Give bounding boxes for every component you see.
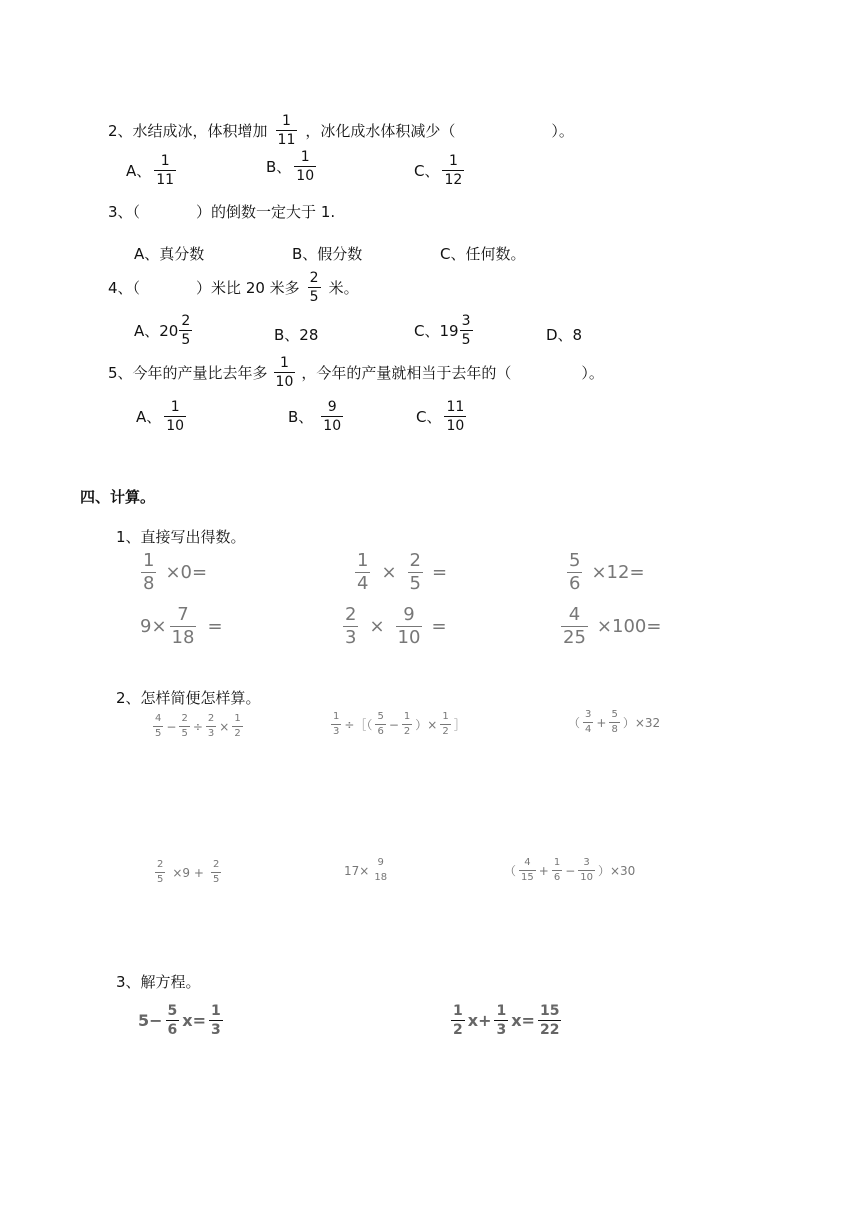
question-5-text-2: ，今年的产量就相当于去年的（ [301, 364, 512, 382]
question-5-line [108, 356, 604, 389]
option-label: A、 [126, 162, 152, 180]
option-label: C、 [414, 162, 440, 180]
q3-option-a[interactable]: A、真分数 [134, 245, 205, 263]
q4-option-c[interactable] [414, 314, 476, 347]
option-label: A、 [134, 322, 160, 340]
q5-option-b[interactable] [288, 400, 346, 433]
question-2-line [108, 114, 574, 147]
fraction: $\frac{9}{10}$ [323, 399, 342, 434]
q4-option-d[interactable]: D、8 [546, 326, 583, 344]
option-label: C、 [414, 322, 440, 340]
direct-calc-6: $\frac{4}{25}$ ×100= [563, 604, 662, 648]
fraction: $\frac{1}{10}$ [296, 149, 315, 184]
subsection-2-title: 2、怎样简便怎样算。 [116, 689, 261, 707]
direct-calc-3: $\frac{5}{6}$ ×12= [569, 550, 645, 594]
close-paren: ）。 [581, 364, 604, 382]
section-title: 四、计算。 [80, 488, 156, 506]
direct-calc-2: $\frac{1}{4}$ × $\frac{2}{5}$ = [357, 550, 448, 594]
fraction: $\frac{3}{5}$ [461, 313, 471, 348]
equation-1: 5− $\frac{5}{6}$ x= $\frac{1}{3}$ [138, 1003, 221, 1038]
fraction: $\frac{2}{5}$ [181, 313, 191, 348]
equation-2: $\frac{1}{2}$ x+ $\frac{1}{3}$ x= $\frac{15}{22}$ [453, 1003, 560, 1038]
fraction: $\frac{2}{5}$ [309, 270, 319, 305]
simplify-expr-3: （ $\frac{3}{4}$ + $\frac{5}{8}$ ）×32 [568, 709, 661, 735]
direct-calc-5: $\frac{2}{3}$ × $\frac{9}{10}$ = [345, 604, 447, 648]
option-label: C、 [416, 408, 442, 426]
question-3-text: 3、（ [108, 203, 141, 221]
question-4-line [108, 271, 359, 304]
fraction: $\frac{1}{10}$ [275, 355, 294, 390]
option-label: A、 [136, 408, 162, 426]
q4-option-a[interactable] [134, 314, 195, 347]
option-label: B、 [288, 408, 314, 426]
whole-number: 20 [159, 321, 179, 340]
q5-option-a[interactable] [136, 400, 189, 433]
direct-calc-4: 9× $\frac{7}{18}$ = [140, 604, 223, 648]
fraction: $\frac{1}{11}$ [277, 113, 296, 148]
question-2-text-2: ，冰化成水体积减少（ [305, 122, 456, 140]
whole-number: 19 [439, 321, 459, 340]
close-paren: ）。 [551, 122, 574, 140]
question-3-text-2: ）的倒数一定大于 1. [196, 203, 336, 221]
simplify-expr-4: $\frac{2}{5}$ ×9 + $\frac{2}{5}$ [157, 859, 220, 885]
question-5-text: 5、今年的产量比去年多 [108, 364, 268, 382]
question-2-text: 2、水结成冰，体积增加 [108, 122, 268, 140]
fraction: $\frac{1}{11}$ [156, 153, 175, 188]
simplify-expr-6: （ $\frac{4}{15}$ + $\frac{1}{6}$ − $\frac{3}{10}$ ）×30 [504, 857, 636, 883]
q3-option-c[interactable]: C、任何数。 [440, 245, 526, 263]
simplify-expr-1: $\frac{4}{5}$ − $\frac{2}{5}$ ÷ $\frac{2}{3}$ × $\frac{1}{2}$ [155, 713, 241, 739]
simplify-expr-5: 17× 9 18 [344, 857, 388, 883]
q4-option-b[interactable]: B、28 [274, 326, 319, 344]
option-label: B、 [266, 158, 292, 176]
q2-option-c[interactable] [414, 154, 467, 187]
q2-option-a[interactable] [126, 154, 179, 187]
question-3-line [108, 201, 335, 222]
q3-option-b[interactable]: B、假分数 [292, 245, 363, 263]
subsection-1-title: 1、直接写出得数。 [116, 528, 246, 546]
fraction: $\frac{1}{10}$ [166, 399, 185, 434]
question-4-text-2: ）米比 20 米多 [196, 279, 300, 297]
simplify-expr-2: $\frac{1}{3}$ ÷［（ $\frac{5}{6}$ − $\frac{1}{2}$ ）× $\frac{1}{2}$ ］ [333, 711, 466, 737]
question-4-text: 4、（ [108, 279, 141, 297]
fraction: $\frac{11}{10}$ [446, 399, 465, 434]
subsection-3-title: 3、解方程。 [116, 973, 201, 991]
q2-option-b[interactable] [266, 150, 319, 183]
fraction: $\frac{1}{12}$ [444, 153, 463, 188]
q5-option-c[interactable] [416, 400, 469, 433]
question-4-text-3: 米。 [328, 279, 359, 297]
direct-calc-1: $\frac{1}{8}$ ×0= [143, 550, 208, 594]
